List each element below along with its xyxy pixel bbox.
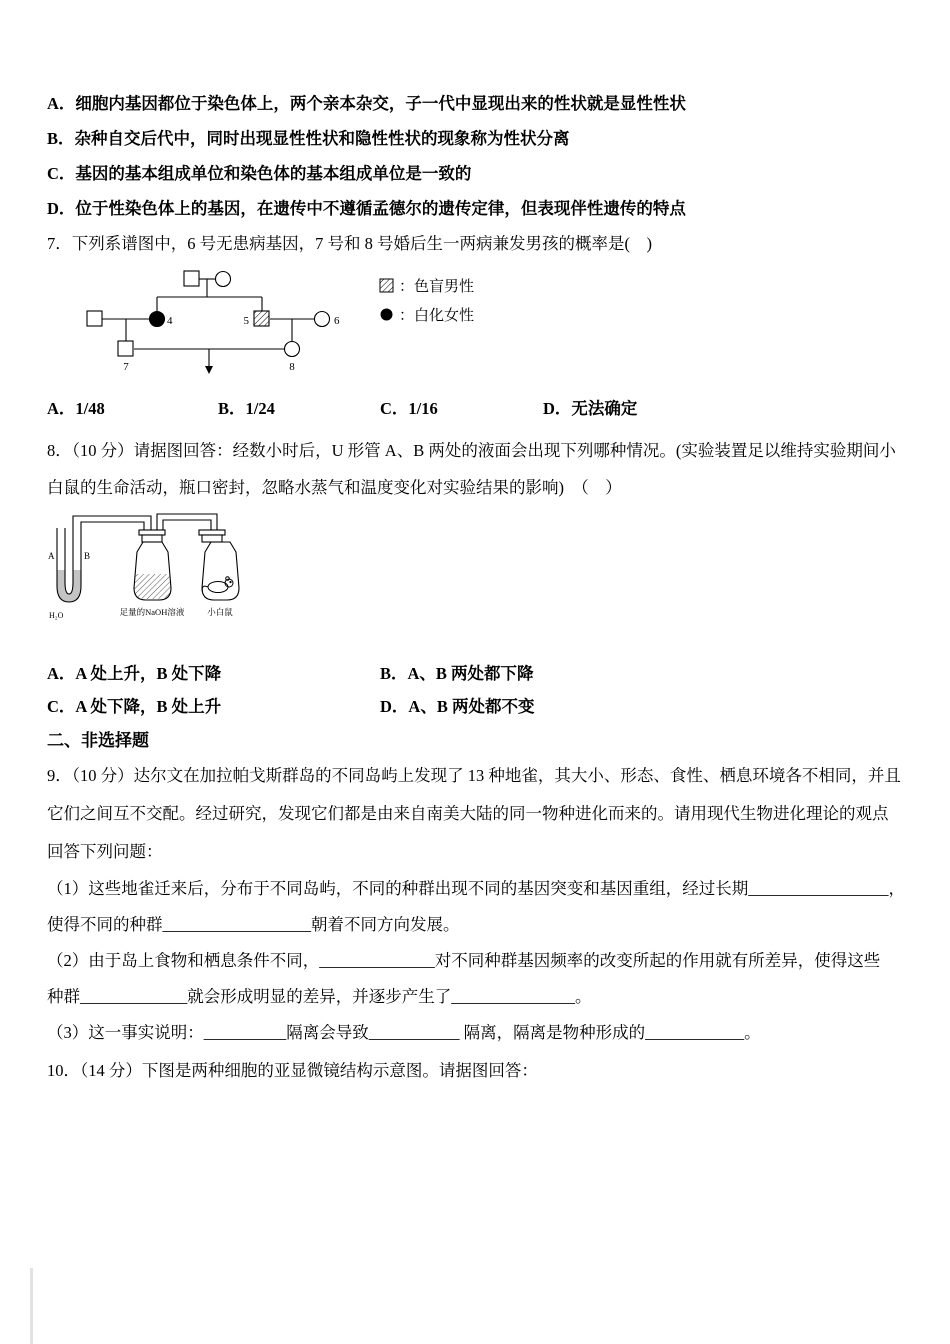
utube-water-fill [57,570,81,602]
q6-option-a: A．细胞内基因都位于染色体上，两个亲本杂交，子一代中显现出来的性状就是显性性状 [47,94,686,113]
q9-stem-line1: 9．（10 分）达尔文在加拉帕戈斯群岛的不同岛屿上发现了 13 种地雀，其大小、形态、食性、栖息环境各不相同，并且 [47,766,901,785]
question9-stem [47,757,908,871]
question7-stem: 7．下列系谱图中，6 号无患病基因，7 号和 8 号婚后生一两病兼发男孩的概率是( ) [47,234,652,253]
person3-male-symbol [87,311,102,326]
q9-sub2-line2: 种群_____________就会形成明显的差异，并逐步产生了_______________。 [47,987,592,1006]
pedigree-legend [379,267,474,333]
arrow-down-icon [205,366,213,374]
legend-label-colorblind: ：色盲男性 [399,279,475,295]
grandmother-symbol [216,272,231,287]
q8-option-a: A．A 处上升，B 处下降 [47,664,222,683]
q9-stem-line2: 它们之间互不交配。经过研究，发现它们都是由来自南美大陆的同一物种进化而来的。请用现代生物进化理论的观点 [47,804,889,823]
utube-label-h2o: H₂O [49,611,64,620]
q6-option-d: D．位于性染色体上的基因，在遗传中不遵循孟德尔的遗传定律，但表现伴性遗传的特点 [47,199,686,218]
section2-header: 二、非选择题 [47,731,149,750]
question6-options [47,86,908,226]
pedigree-label-6: 6 [334,315,340,327]
q7-answer-b: B．1/24 [218,399,275,418]
utube-experiment-diagram [47,512,255,626]
scan-edge-artifact [30,1268,33,1344]
connecting-tubes [73,514,217,530]
person7-male-symbol [118,341,133,356]
question8-options [47,657,908,723]
legend-label-albino: ：白化女性 [399,308,475,324]
person8-female-symbol [285,342,300,357]
utube-label-b: B [84,551,91,561]
pedigree-label-7: 7 [123,361,129,373]
pedigree-figure [57,267,908,383]
q6-option-c: C．基因的基本组成单位和染色体的基本组成单位是一致的 [47,164,472,183]
legend-albino-female [379,304,474,325]
pedigree-label-8: 8 [289,361,295,373]
mouse-bottle [202,542,239,600]
q8-option-b: B．A、B 两处都下降 [380,664,534,683]
grandfather-symbol [184,271,199,286]
q8-options-row2 [47,690,908,723]
naoh-bottle-label: 足量的NaOH溶液 [119,607,185,617]
q9-sub1-line1: （1）这些地雀迁来后，分布于不同岛屿，不同的种群出现不同的基因突变和基因重组，经过长期_________________， [47,879,905,898]
question8-stem [47,432,908,506]
q9-sub3: （3）这一事实说明：__________隔离会导致___________ 隔离，隔离是物种形成的____________。 [47,1023,761,1042]
q7-answer-c: C．1/16 [380,399,438,418]
hatched-square-icon [379,278,394,293]
pedigree-diagram [57,267,357,383]
utube-figure [47,512,908,631]
q6-option-b: B．杂种自交后代中，同时出现显性性状和隐性性状的现象称为性状分离 [47,129,570,148]
legend-colorblind-male [379,275,474,296]
question10-stem: 10．（14 分）下图是两种细胞的亚显微镜结构示意图。请据图回答： [47,1061,538,1080]
q7-answer-a: A．1/48 [47,399,105,418]
utube-label-a: A [48,551,55,561]
q8-stem-line1: 8．（10 分）请据图回答：经数小时后，U 形管 A、B 两处的液面会出现下列哪种情况。(实验装置足以维持实验期间小 [47,441,896,460]
mouse-icon [202,577,233,593]
q7-answer-d: D．无法确定 [543,399,638,418]
q8-stem-line2: 白鼠的生命活动，瓶口密封，忽略水蒸气和温度变化对实验结果的影响) （ ） [47,478,622,497]
q8-option-d: D．A、B 两处都不变 [380,697,535,716]
pedigree-label-5: 5 [243,315,249,327]
q9-sub2-line1: （2）由于岛上食物和栖息条件不同，______________对不同种群基因频率的改变所起的作用就有所差异，使得这些 [47,951,881,970]
filled-circle-icon [379,307,394,322]
question7-answers [47,391,908,426]
person4-albino-female-symbol [150,312,165,327]
bottle-stoppers [139,530,225,542]
q8-options-row1 [47,657,908,690]
person6-female-symbol [315,312,330,327]
pedigree-lines [102,279,314,366]
q9-stem-line3: 回答下列问题： [47,842,163,861]
person5-colorblind-male-symbol [254,311,269,326]
q8-option-c: C．A 处下降，B 处上升 [47,697,222,716]
mouse-bottle-label: 小白鼠 [207,607,233,617]
question9-subquestions [47,871,908,1051]
q9-sub1-line2: 使得不同的种群__________________朝着不同方向发展。 [47,915,460,934]
naoh-solution [134,574,171,599]
pedigree-label-4: 4 [167,315,173,327]
